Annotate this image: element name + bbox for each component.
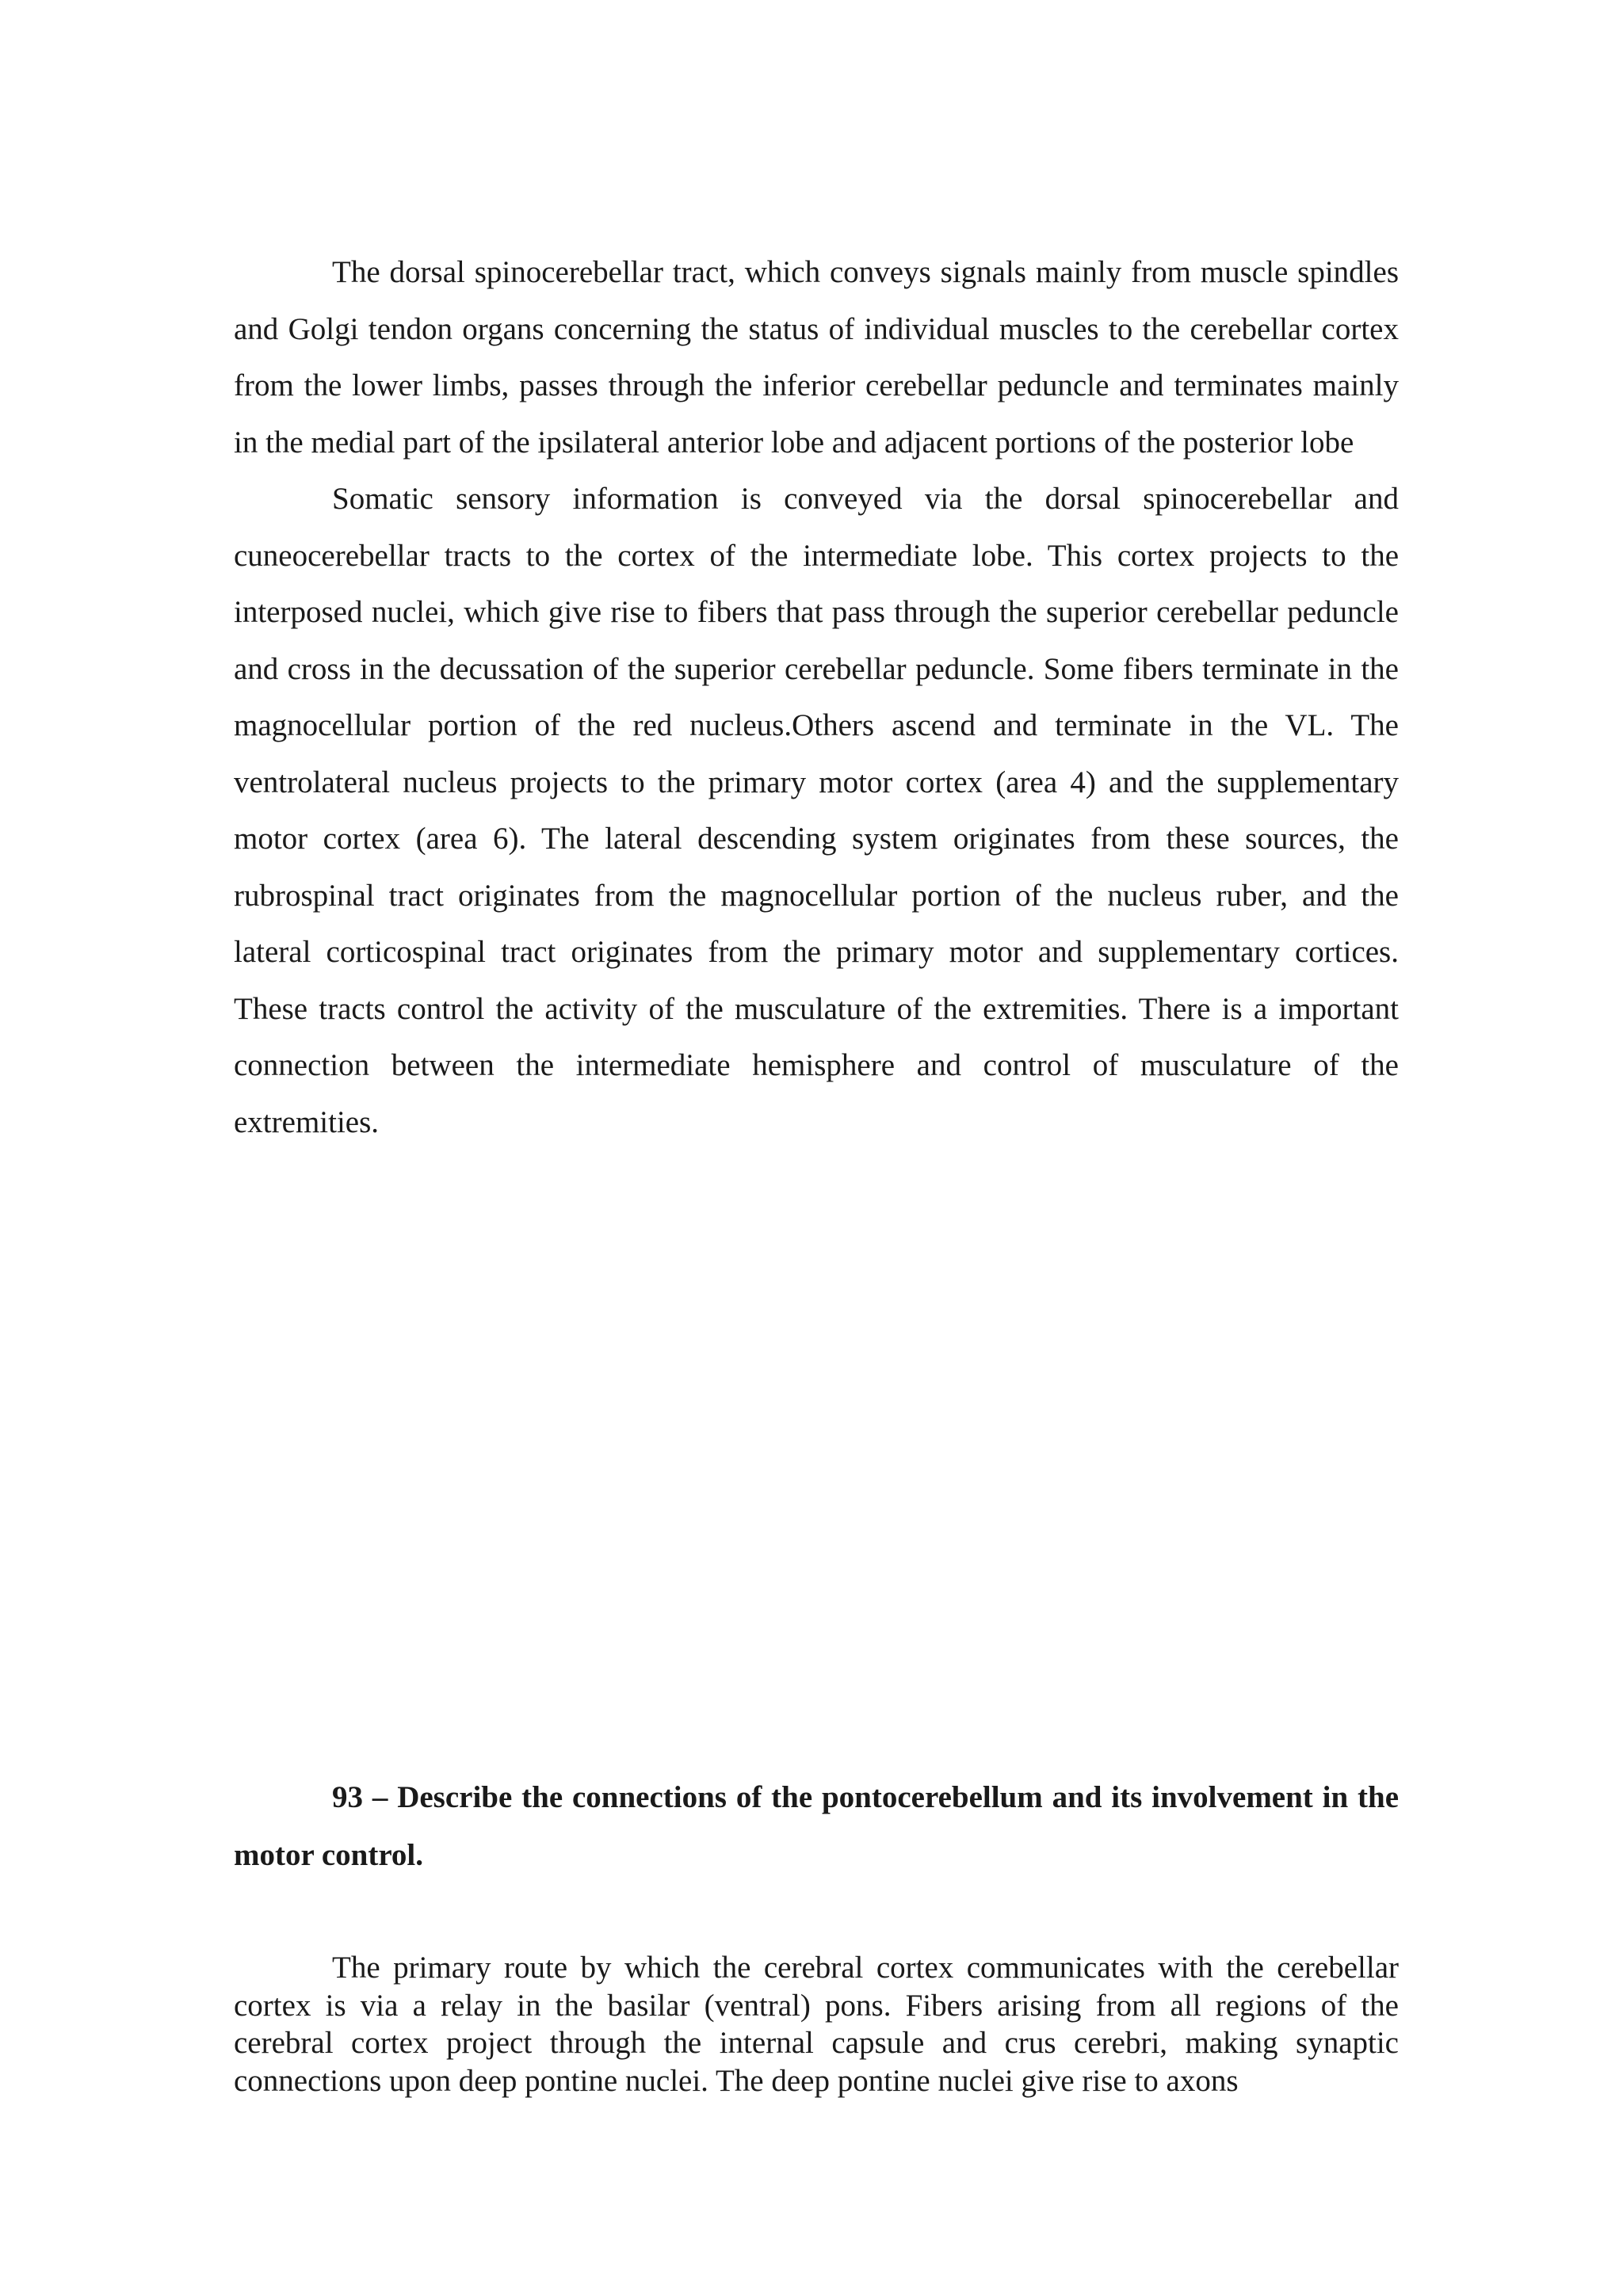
paragraph-pontocerebellum: The primary route by which the cerebral cortex communicates with the cerebellar cortex is via a relay in the basilar (ventral) pons. Fibers arising from all regions of the cerebral cortex project through the internal capsule and crus cerebri, making synaptic connections upon deep pontine nuclei. The deep pontine nuclei give rise to axons: [234, 1951, 1399, 2098]
paragraph-dorsal-spinocerebellar: The dorsal spinocerebellar tract, which conveys signals mainly from muscle spindles and Golgi tendon organs concerning the status of individual muscles to the cerebellar cortex from the lower limbs, passes through the inferior cerebellar peduncle and terminates mainly in the medial part of the ipsilateral anterior lobe and adjacent portions of the posterior lobe: [234, 255, 1399, 460]
question-heading: 93 – Describe the connections of the pontocerebellum and its involvement in the motor control.: [234, 1780, 1399, 1872]
body-text-block: [234, 244, 1399, 1150]
paragraph-somatic-sensory: Somatic sensory information is conveyed via the dorsal spinocerebellar and cuneocerebellar tracts to the cortex of the intermediate lobe. This cortex projects to the interposed nuclei, which give rise to fibers that pass through the superior cerebellar peduncle and cross in the decussation of the superior cerebellar peduncle. Some fibers terminate in the magnocellular portion of the red nucleus.Others ascend and terminate in the VL. The ventrolateral nucleus projects to the primary motor cortex (area 4) and the supplementary motor cortex (area 6). The lateral descending system originates from these sources, the rubrospinal tract originates from the magnocellular portion of the nucleus ruber, and the lateral corticospinal tract originates from the primary motor and supplementary cortices. These tracts control the activity of the musculature of the extremities. There is a important connection between the intermediate hemisphere and control of musculature of the extremities.: [234, 482, 1399, 1139]
